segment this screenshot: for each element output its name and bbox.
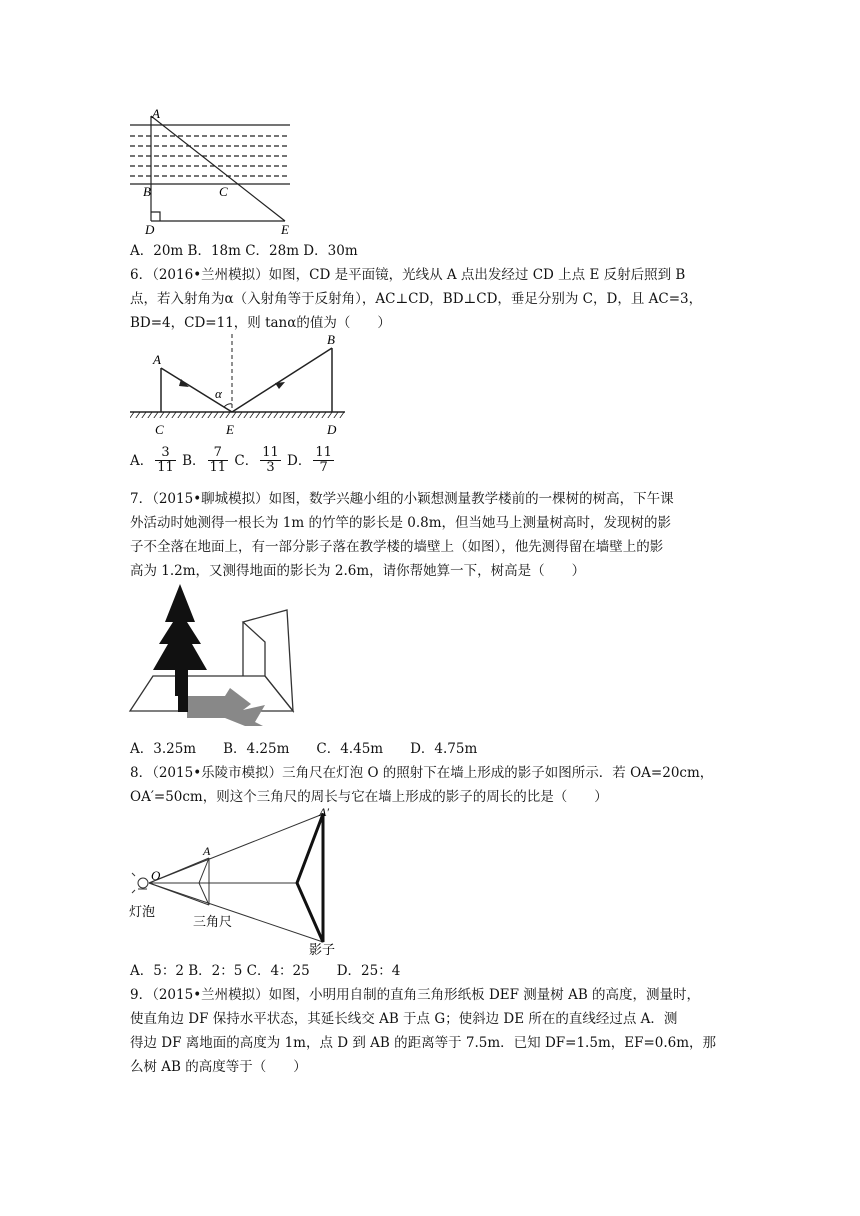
q6-text-line3: BD=4，CD=11，则 tanα的值为（ ） [130, 315, 391, 331]
label-a-prime: A′ [319, 806, 329, 819]
label-e: E [281, 222, 289, 237]
q6-text-line1: 6．（2016•兰州模拟）如图，CD 是平面镜，光线从 A 点出发经过 CD 上点 E 反射后照到 B [130, 267, 686, 283]
label-e: E [226, 422, 234, 437]
q6-options [130, 445, 336, 475]
q6-text-line2: 点，若入射角为α（入射角等于反射角），AC⊥CD，BD⊥CD，垂足分别为 C，D，且 AC=3， [130, 291, 703, 307]
q9-text-line2: 使直角边 DF 保持水平状态，其延长线交 AB 于点 G；使斜边 DE 所在的直线经过点 A．测 [130, 1011, 678, 1027]
label-shadow: 影子 [309, 942, 336, 957]
option-b-fraction: $\frac{7}{11}$ [209, 445, 227, 475]
figure-q6 [125, 330, 355, 440]
q7-text-line1: 7．（2015•聊城模拟）如图，数学兴趣小组的小颖想测量教学楼前的一棵树的树高，下午课 [130, 491, 674, 507]
q8-text-line2: OA′=50cm，则这个三角尺的周长与它在墙上形成的影子的周长的比是（ ） [130, 789, 608, 805]
option-c-label: C． [234, 452, 259, 469]
figure-q7 [125, 580, 305, 736]
figure-q5 [125, 108, 295, 238]
figure-q8 [125, 806, 355, 958]
option-a-fraction: $\frac{3}{11}$ [157, 445, 174, 475]
option-d-label: D． [287, 452, 312, 469]
label-a: A [152, 108, 160, 121]
q9-text-line4: 么树 AB 的高度等于（ ） [130, 1059, 307, 1075]
label-bulb: 灯泡 [129, 904, 156, 919]
label-alpha: α [215, 386, 222, 401]
q7-text-line3: 子不全落在地面上，有一部分影子落在教学楼的墙壁上（如图），他先测得留在墙壁上的影 [130, 539, 664, 555]
q7-text-line2: 外活动时她测得一根长为 1m 的竹竿的影长是 0.8m，但当她马上测量树高时，发现树的影 [130, 515, 672, 531]
q8-options: A．5：2 B．2：5 C．4：25 D．25：4 [130, 963, 401, 979]
option-d-fraction: $\frac{11}{7}$ [315, 445, 332, 475]
option-a-label: A． [130, 452, 154, 469]
label-c: C [219, 184, 228, 199]
q9-text-line3: 得边 DF 离地面的高度为 1m，点 D 到 AB 的距离等于 7.5m．已知 DF=1.5m，EF=0.6m，那 [130, 1035, 717, 1051]
q5-options: A．20m B．18m C．28m D．30m [130, 243, 358, 259]
label-d: D [145, 222, 155, 237]
label-ruler: 三角尺 [193, 914, 233, 929]
q7-options: A．3.25m B．4.25m C．4.45m D．4.75m [130, 741, 478, 757]
label-c: C [155, 422, 164, 437]
label-d: D [327, 422, 337, 437]
label-b: B [143, 184, 151, 199]
label-b: B [327, 332, 335, 347]
q9-text-line1: 9．（2015•兰州模拟）如图，小明用自制的直角三角形纸板 DEF 测量树 AB 的高度，测量时， [130, 987, 701, 1003]
q7-text-line4: 高为 1.2m，又测得地面的影长为 2.6m，请你帮她算一下，树高是（ ） [130, 563, 586, 579]
option-b-label: B． [182, 452, 206, 469]
label-a: A [203, 844, 211, 858]
label-o: O [151, 868, 161, 883]
option-c-fraction: $\frac{11}{3}$ [262, 445, 279, 475]
q8-text-line1: 8．（2015•乐陵市模拟）三角尺在灯泡 O 的照射下在墙上形成的影子如图所示．若 OA=20cm， [130, 765, 714, 781]
label-a: A [153, 352, 161, 367]
